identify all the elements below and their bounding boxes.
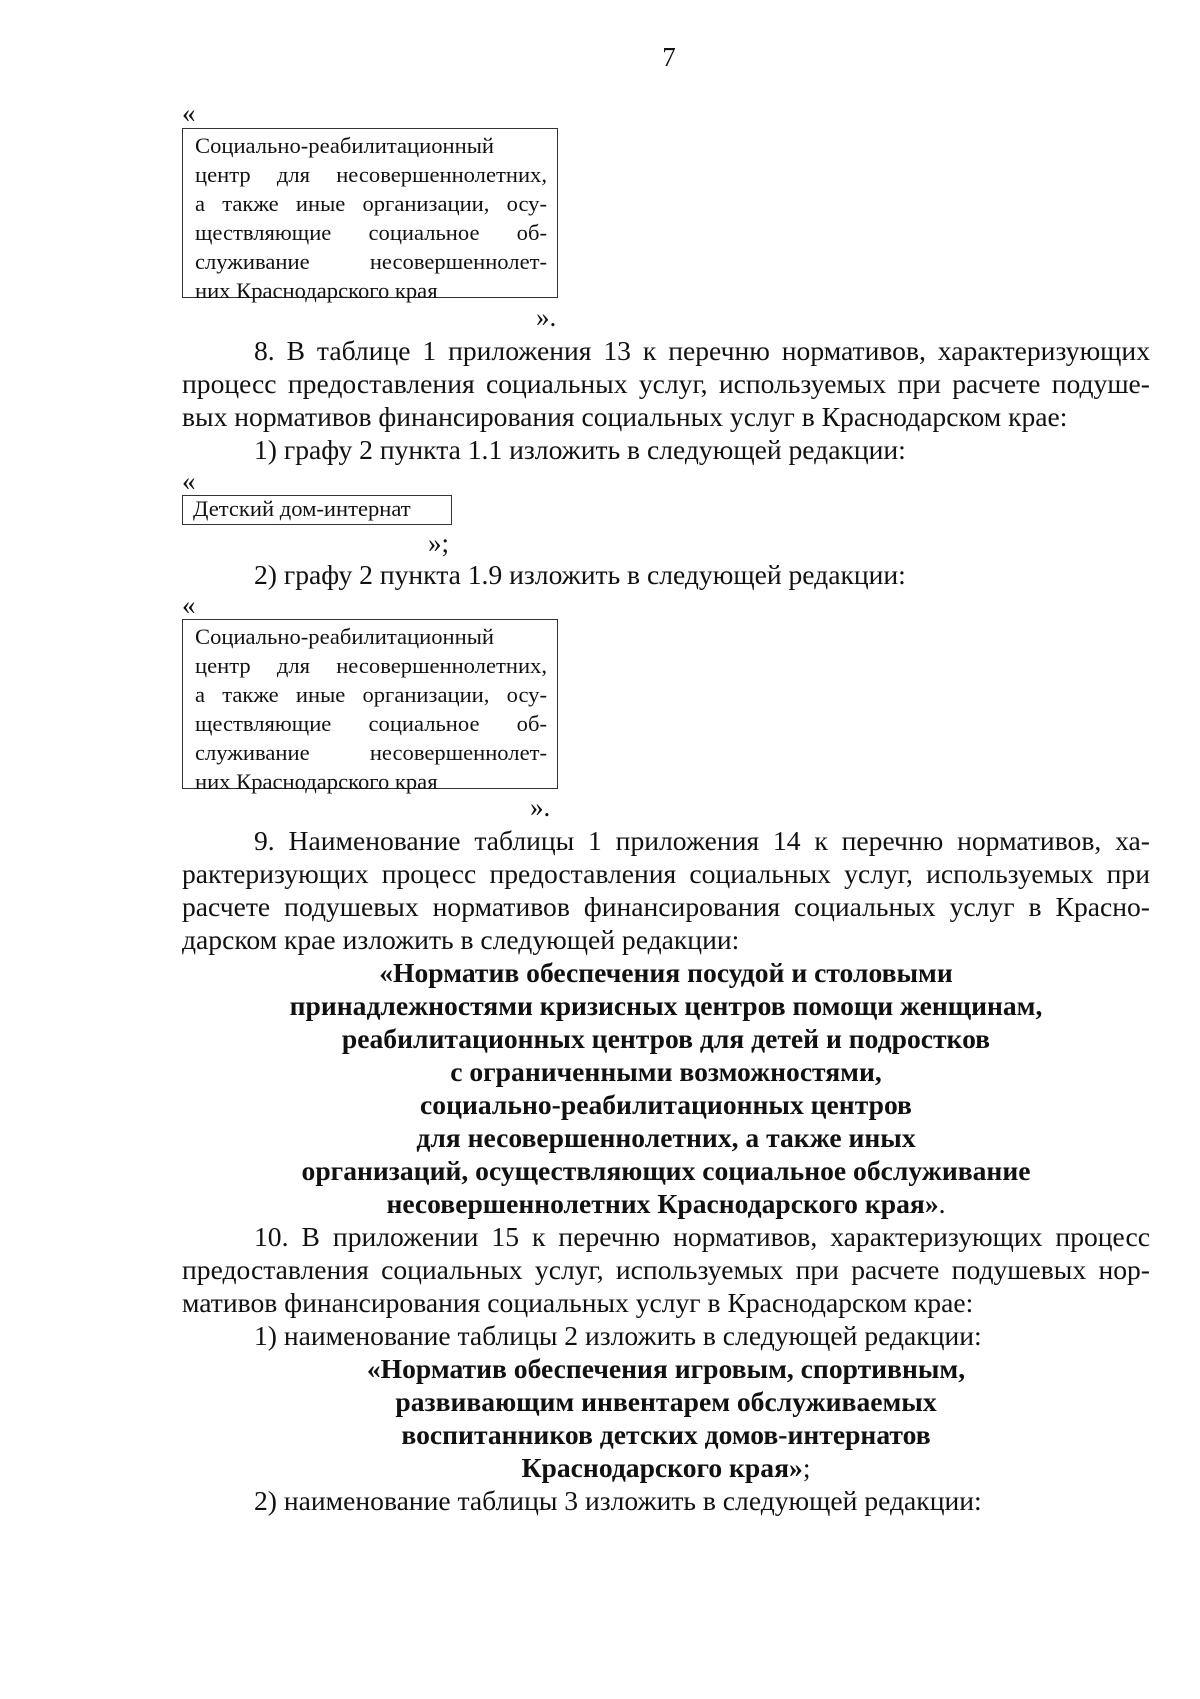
heading-line: воспитанников детских домов-интернатов [401, 1419, 931, 1450]
heading-line: для несовершеннолетних, а также иных [416, 1122, 916, 1153]
paragraph-line: вых нормативов финансирования социальных услуг в Краснодарском крае: [182, 401, 1068, 432]
heading-line: социально-реабилитационных центров [420, 1089, 912, 1120]
item-8-1: 1) графу 2 пункта 1.1 изложить в следующей редакции: [254, 434, 906, 465]
close-quote: »; [428, 528, 450, 558]
open-quote: « [182, 466, 196, 496]
table-cell-line: а также иные организации, осу- [195, 191, 547, 216]
heading-line: «Норматив обеспечения посудой и столовыми [379, 957, 953, 988]
table-cell-line: ществляющие социальное об- [195, 220, 547, 245]
item-10-2: 2) наименование таблицы 3 изложить в следующей редакции: [254, 1485, 982, 1516]
table-cell-line: них Краснодарского края [195, 278, 438, 303]
heading-punctuation: . [938, 1188, 946, 1219]
paragraph-line: процесс предоставления социальных услуг, используемых при расчете подуше- [182, 368, 1150, 399]
table-cell-line: а также иные организации, осу- [195, 682, 547, 707]
table-cell-line: ществляющие социальное об- [195, 711, 547, 736]
paragraph-10 [182, 1220, 1150, 1319]
table-cell-line: центр для несовершеннолетних, [195, 653, 547, 678]
heading-line: с ограниченными возможностями, [450, 1056, 882, 1087]
heading-line-text: Краснодарского края» [521, 1452, 803, 1483]
page-number: 7 [662, 42, 676, 72]
table-title-heading [182, 1352, 1150, 1484]
paragraph-8 [182, 334, 1150, 433]
table-cell-line: Социально-реабилитационный [195, 133, 494, 158]
heading-line [182, 1187, 1150, 1220]
paragraph-line: рактеризующих процесс предоставления социальных услуг, используемых при [182, 858, 1150, 889]
paragraph-9 [182, 824, 1150, 956]
paragraph-line: мативов финансирования социальных услуг в Краснодарском крае: [182, 1287, 974, 1318]
item-10-1: 1) наименование таблицы 2 изложить в следующей редакции: [254, 1320, 982, 1351]
heading-line-text: несовершеннолетних Краснодарского края» [386, 1188, 939, 1219]
paragraph-line: расчете подушевых нормативов финансирования социальных услуг в Красно- [182, 891, 1150, 922]
close-quote: ». [530, 792, 551, 822]
heading-line [182, 1451, 1150, 1484]
paragraph-line: 10. В приложении 15 к перечню нормативов, характеризующих процесс [254, 1221, 1150, 1252]
table-cell [182, 128, 558, 303]
open-quote: « [182, 98, 196, 128]
open-quote: « [182, 590, 196, 620]
heading-line: развивающим инвентарем обслуживаемых [395, 1386, 937, 1417]
paragraph-line: дарском крае изложить в следующей редакции: [182, 924, 740, 955]
heading-line: реабилитационных центров для детей и подростков [341, 1023, 991, 1054]
heading-line: «Норматив обеспечения игровым, спортивным, [366, 1353, 966, 1384]
table-cell [182, 619, 558, 794]
table-cell-text: Детский дом-интернат [193, 496, 411, 521]
table-cell [182, 495, 452, 525]
table-cell-line: служивание несовершеннолет- [195, 740, 547, 765]
close-quote: ». [536, 302, 557, 332]
table-cell-line: служивание несовершеннолет- [195, 249, 547, 274]
heading-line: принадлежностями кризисных центров помощи женщинам, [289, 990, 1043, 1021]
table-cell-line: Социально-реабилитационный [195, 624, 494, 649]
table-cell-line: них Краснодарского края [195, 769, 438, 794]
heading-line: организаций, осуществляющих социальное обслуживание [301, 1155, 1031, 1186]
table-title-heading [182, 956, 1150, 1220]
paragraph-line: 8. В таблице 1 приложения 13 к перечню нормативов, характеризующих [254, 335, 1150, 366]
heading-punctuation: ; [802, 1452, 811, 1483]
table-cell-line: центр для несовершеннолетних, [195, 162, 547, 187]
paragraph-line: предоставления социальных услуг, используемых при расчете подушевых нор- [182, 1254, 1150, 1285]
item-8-2: 2) графу 2 пункта 1.9 изложить в следующей редакции: [254, 559, 906, 590]
paragraph-line: 9. Наименование таблицы 1 приложения 14 к перечню нормативов, ха- [254, 825, 1150, 856]
